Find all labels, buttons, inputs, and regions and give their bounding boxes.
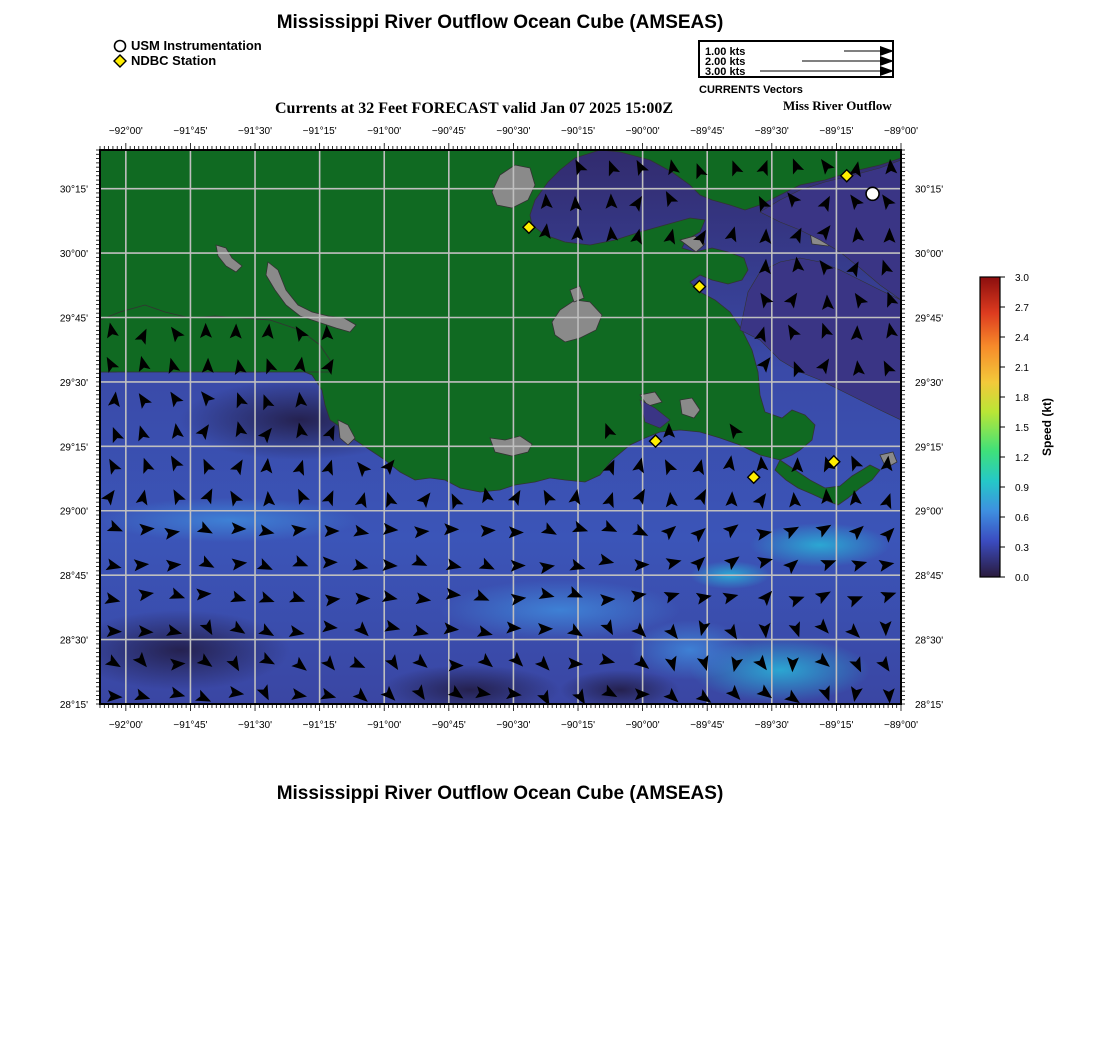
slow-current-patch — [70, 610, 290, 690]
region-label: Miss River Outflow — [783, 98, 892, 113]
lon-label-top: −89°00' — [884, 126, 918, 137]
legend-ndbc-label: NDBC Station — [131, 53, 217, 68]
colorbar-ticks — [1000, 273, 1029, 584]
usm-station-marker[interactable] — [866, 187, 879, 200]
colorbar-tick-label: 1.8 — [1015, 393, 1029, 404]
bottom-title: Mississippi River Outflow Ocean Cube (AMSEAS) — [276, 783, 724, 804]
lat-label-right: 29°00' — [915, 506, 944, 518]
colorbar-label: Speed (kt) — [1040, 397, 1054, 457]
speed-colorbar — [975, 270, 1065, 590]
lat-label-right: 28°45' — [915, 571, 944, 583]
colorbar-tick-label: 0.0 — [1015, 573, 1029, 584]
vector-legend-item: 2.00 kts — [705, 56, 746, 68]
lon-label-bottom: −91°15' — [302, 720, 337, 731]
lon-label-bottom: −91°00' — [367, 720, 402, 731]
lat-label-right: 28°30' — [915, 635, 944, 647]
lat-label-left: 29°45' — [59, 313, 88, 325]
vector-legend-caption: CURRENTS Vectors — [699, 84, 803, 96]
map-subtitle: Currents at 32 Feet FORECAST valid Jan 07 2025 15:00Z — [275, 100, 674, 117]
lon-label-bottom: −90°15' — [561, 720, 596, 731]
lat-label-left: 30°15' — [59, 184, 88, 196]
lat-label-right: 29°45' — [915, 313, 944, 325]
lon-label-top: −89°30' — [754, 126, 789, 137]
lon-label-bottom: −91°30' — [238, 720, 273, 731]
lon-label-top: −91°45' — [173, 126, 208, 137]
lat-label-right: 29°15' — [915, 442, 944, 454]
colorbar-tick-label: 3.0 — [1015, 273, 1029, 284]
lon-label-bottom: −90°45' — [431, 720, 466, 731]
lat-label-right: 30°00' — [915, 249, 944, 261]
lat-label-left: 29°15' — [59, 442, 88, 454]
lat-label-right: 28°15' — [915, 700, 944, 711]
lat-label-left: 28°15' — [59, 700, 88, 711]
lon-label-top: −90°45' — [431, 126, 466, 137]
colorbar-gradient — [980, 277, 1000, 577]
lon-label-bottom: −90°30' — [496, 720, 531, 731]
lat-label-left: 30°00' — [59, 249, 88, 261]
lon-label-top: −90°00' — [625, 126, 660, 137]
colorbar-tick-label: 0.6 — [1015, 513, 1029, 524]
lon-label-bottom: −91°45' — [173, 720, 208, 731]
colorbar-tick-label: 0.3 — [1015, 543, 1029, 554]
lon-label-top: −89°15' — [819, 126, 854, 137]
lon-label-bottom: −90°00' — [625, 720, 660, 731]
lon-label-top: −90°15' — [561, 126, 596, 137]
lon-label-top: −91°30' — [238, 126, 273, 137]
colorbar-tick-label: 0.9 — [1015, 483, 1029, 494]
vector-legend-item: 1.00 kts — [705, 46, 746, 58]
lat-label-right: 30°15' — [915, 184, 944, 196]
colorbar-tick-label: 2.7 — [1015, 303, 1029, 314]
vector-legend-item: 3.00 kts — [705, 66, 746, 78]
legend-usm-label: USM Instrumentation — [131, 38, 262, 53]
colorbar-tick-label: 1.2 — [1015, 453, 1029, 464]
lon-label-bottom: −89°00' — [884, 720, 918, 731]
lat-label-left: 29°30' — [59, 377, 88, 389]
lon-label-bottom: −92°00' — [108, 720, 143, 731]
lon-label-top: −91°15' — [302, 126, 337, 137]
lat-label-left: 28°45' — [59, 571, 88, 583]
lon-label-top: −92°00' — [108, 126, 143, 137]
lon-label-bottom: −89°15' — [819, 720, 854, 731]
lon-label-top: −90°30' — [496, 126, 531, 137]
lat-label-left: 28°30' — [59, 635, 88, 647]
lon-label-top: −91°00' — [367, 126, 402, 137]
colorbar-tick-label: 2.4 — [1015, 333, 1029, 344]
colorbar-tick-label: 1.5 — [1015, 423, 1029, 434]
lon-label-bottom: −89°45' — [690, 720, 725, 731]
main-title: Mississippi River Outflow Ocean Cube (AMSEAS) — [276, 12, 724, 33]
lat-label-right: 29°30' — [915, 377, 944, 389]
fast-current-patch — [100, 498, 360, 542]
lon-label-top: −89°45' — [690, 126, 725, 137]
lon-label-bottom: −89°30' — [754, 720, 789, 731]
lat-label-left: 29°00' — [59, 506, 88, 518]
colorbar-tick-label: 2.1 — [1015, 363, 1029, 374]
